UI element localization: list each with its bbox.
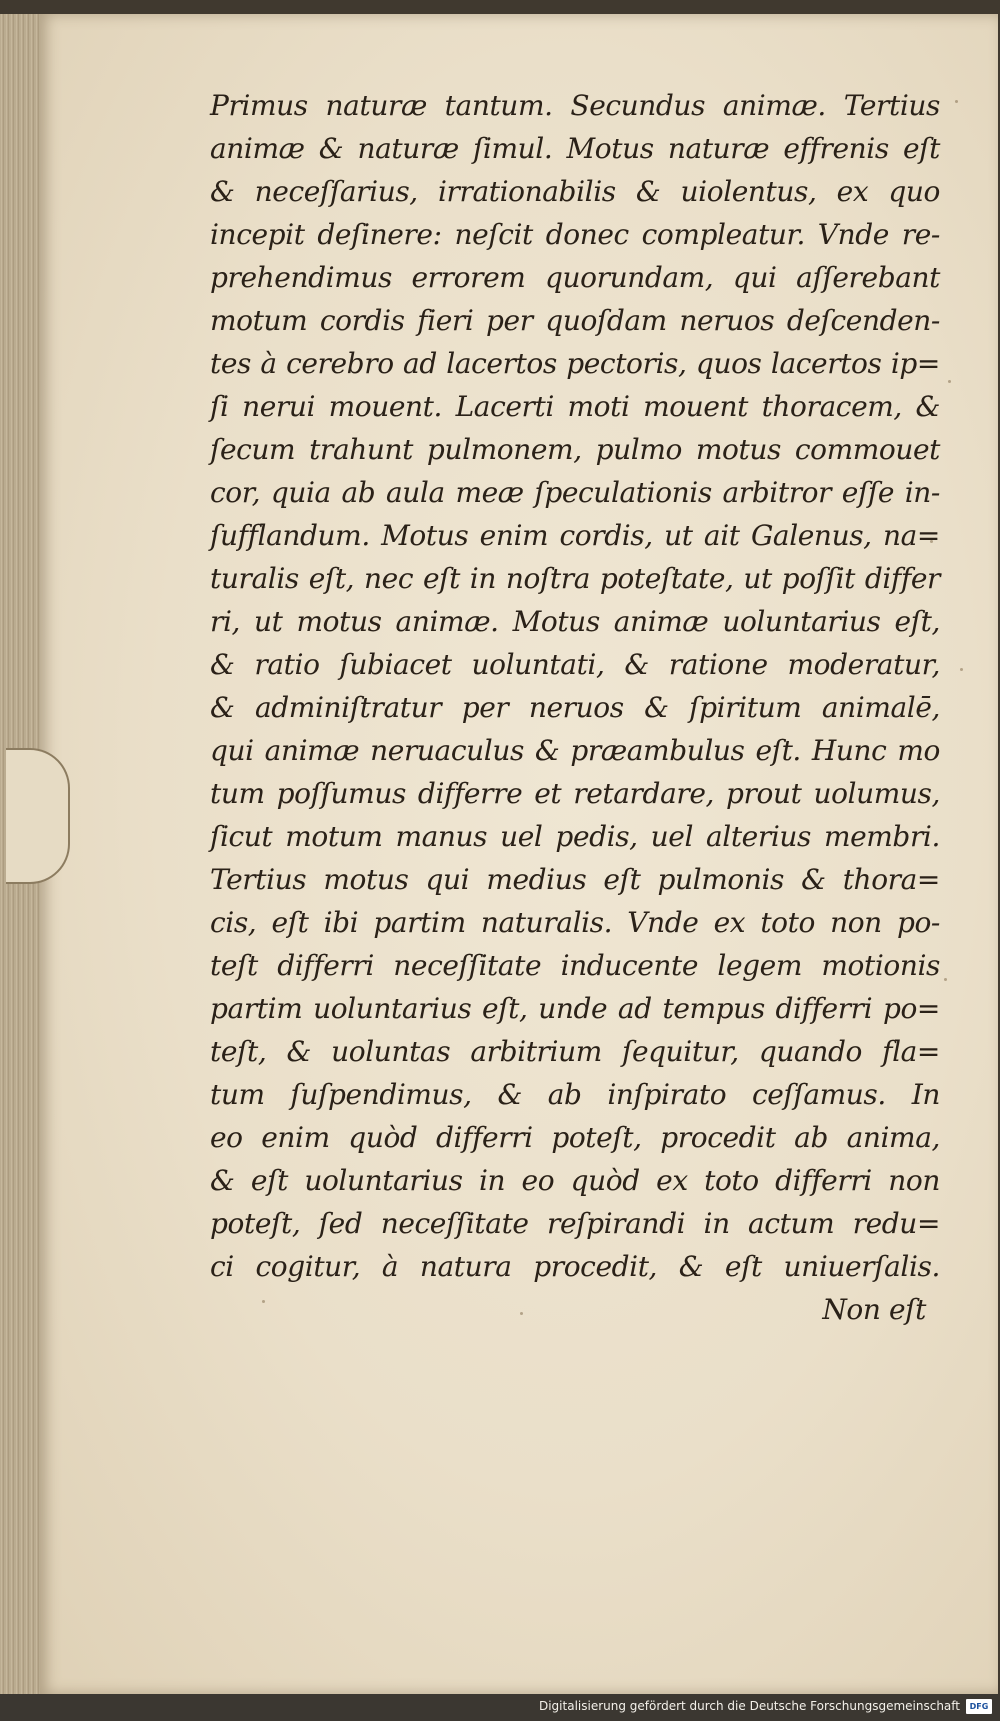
page-clip-tab	[6, 748, 70, 884]
text-line: qui animæ neruaculus & præambulus eſt. Hunc mo	[210, 734, 940, 767]
text-line: & ratio ſubiacet uoluntati, & ratione moderatur,	[210, 648, 940, 681]
text-line: teſt, & uoluntas arbitrium ſequitur, quando fla=	[210, 1035, 940, 1068]
text-line: cor, quia ab aula meæ ſpeculationis arbitror eſſe in-	[210, 476, 940, 509]
text-line: Primus naturæ tantum. Secundus animæ. Tertius	[210, 89, 940, 122]
paper-speck	[944, 978, 947, 981]
text-line: ſufflandum. Motus enim cordis, ut ait Galenus, na=	[210, 519, 940, 552]
funding-credit: Digitalisierung gefördert durch die Deutsche Forschungsgemeinschaft	[538, 1699, 960, 1713]
text-line: ci cogitur, à natura procedit, & eſt uniuerſalis.	[210, 1250, 940, 1283]
footer-bar	[0, 1694, 1000, 1721]
text-line: poteſt, ſed neceſſitate reſpirandi in actum redu=	[210, 1207, 940, 1240]
text-line: teſt differri neceſſitate inducente legem motionis	[210, 949, 940, 982]
text-line: prehendimus errorem quorundam, qui aſſerebant	[210, 261, 940, 294]
text-line: eo enim quòd differri poteſt, procedit ab anima,	[210, 1121, 940, 1154]
paper-speck	[948, 380, 951, 383]
text-line: partim uoluntarius eſt, unde ad tempus differri po=	[210, 992, 940, 1025]
text-line: & adminiſtratur per neruos & ſpiritum animalē,	[210, 691, 940, 724]
catchword: Non eſt	[822, 1293, 926, 1326]
text-line: incepit deſinere: neſcit donec compleatur. Vnde re-	[210, 218, 940, 251]
text-line: turalis eſt, nec eſt in noſtra poteſtate, ut poſſit differ	[210, 562, 940, 595]
paper-speck	[955, 100, 958, 103]
text-line: tes à cerebro ad lacertos pectoris, quos lacertos ip=	[210, 347, 940, 380]
text-line: ri, ut motus animæ. Motus animæ uoluntarius eſt,	[210, 605, 940, 638]
text-line: animæ & naturæ ſimul. Motus naturæ effrenis eſt	[210, 132, 940, 165]
dfg-logo-icon: DFG	[966, 1699, 992, 1714]
text-line: ſi nerui mouent. Lacerti moti mouent thoracem, &	[210, 390, 940, 423]
text-line: ſecum trahunt pulmonem, pulmo motus commouet	[210, 433, 940, 466]
text-line: cis, eſt ibi partim naturalis. Vnde ex toto non po-	[210, 906, 940, 939]
paper-speck	[960, 668, 963, 671]
text-line: tum ſuſpendimus, & ab inſpirato ceſſamus. In	[210, 1078, 940, 1111]
text-line: & eſt uoluntarius in eo quòd ex toto differri non	[210, 1164, 940, 1197]
text-line: Tertius motus qui medius eſt pulmonis & thora=	[210, 863, 940, 896]
body-text	[210, 84, 940, 1331]
text-line: tum poſſumus differre et retardare, prout uolumus,	[210, 777, 940, 810]
text-line: motum cordis fieri per quoſdam neruos deſcenden-	[210, 304, 940, 337]
text-line: ſicut motum manus uel pedis, uel alterius membri.	[210, 820, 940, 853]
text-line: & neceſſarius, irrationabilis & uiolentus, ex quo	[210, 175, 940, 208]
